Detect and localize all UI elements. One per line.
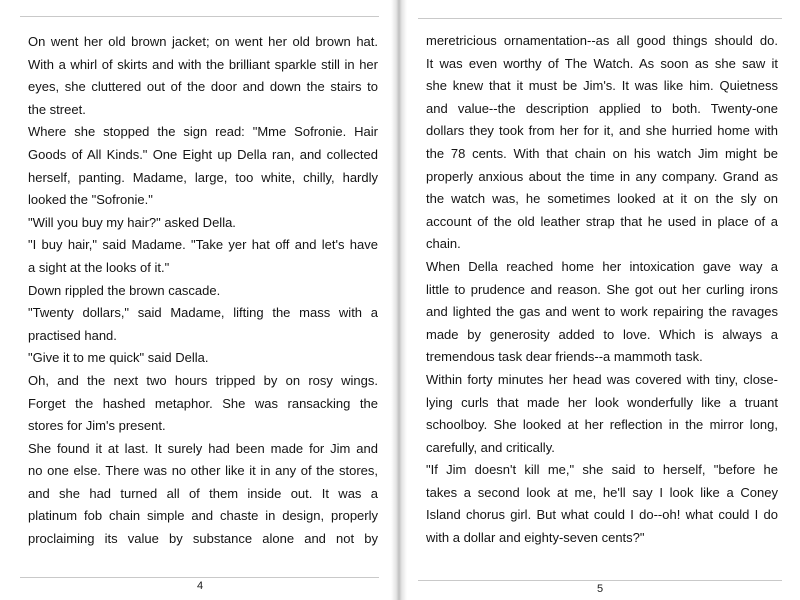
text-line: schoolboy. She looked at her reflection in the mirror long, bbox=[426, 417, 778, 433]
text-line: chain. bbox=[426, 236, 461, 252]
text-line: She found it at last. It surely had been made for Jim and bbox=[28, 440, 378, 456]
text-line: meretricious ornamentation--as all good things should do. bbox=[426, 33, 778, 48]
text-line: dollars they took from her for it, and she hurried home with bbox=[426, 123, 778, 139]
text-line: and lighted the gas and went to work repairing the ravages bbox=[426, 304, 778, 320]
page-top-rule bbox=[418, 18, 782, 19]
text-line: little to prudence and reason. She got out her curling irons bbox=[426, 281, 778, 297]
text-line: stores for Jim's present. bbox=[28, 418, 166, 434]
text-line: and value--the description applied to both. Twenty-one bbox=[426, 100, 778, 116]
page-number: 5 bbox=[596, 583, 604, 595]
text-line: carefully, and critically. bbox=[426, 439, 555, 455]
page-number: 4 bbox=[196, 580, 204, 592]
text-line: herself, panting. Madame, large, too white, chilly, hardly bbox=[28, 169, 378, 185]
text-line: she knew that it must be Jim's. It was like him. Quietness bbox=[426, 78, 778, 94]
text-line: eyes, she cluttered out of the door and down the stairs to bbox=[28, 79, 378, 95]
text-line: Down rippled the brown cascade. bbox=[28, 282, 221, 298]
text-line: tremendous task dear friends--a mammoth task. bbox=[426, 349, 703, 365]
text-line: Forget the hashed metaphor. She was ransacking the bbox=[28, 395, 378, 411]
text-line: looked the "Sofronie." bbox=[28, 192, 153, 208]
page-text-column bbox=[426, 30, 778, 550]
text-line: On went her old brown jacket; on went her old brown hat. bbox=[28, 34, 378, 49]
text-line: "I buy hair," said Madame. "Take yer hat off and let's have bbox=[28, 237, 378, 253]
text-line: proclaiming its value by substance alone and not by bbox=[28, 531, 378, 547]
text-line: Goods of All Kinds." One Eight up Della ran, and collected bbox=[28, 146, 378, 162]
text-line: the street. bbox=[28, 101, 86, 117]
page-top-rule bbox=[20, 16, 379, 17]
text-line: and she had turned all of them inside out. It was a bbox=[28, 485, 378, 501]
text-line: the watch was, he sometimes looked at it on the sly on bbox=[426, 191, 778, 207]
text-line: practised hand. bbox=[28, 327, 117, 343]
text-line: Where she stopped the sign read: "Mme Sofronie. Hair bbox=[28, 124, 378, 140]
page-bottom-rule bbox=[20, 577, 379, 578]
text-line: "If Jim doesn't kill me," she said to herself, "before he bbox=[426, 462, 778, 478]
text-line: Island chorus girl. But what could I do--oh! what could I do bbox=[426, 507, 778, 523]
text-line: With a whirl of skirts and with the brilliant sparkle still in her bbox=[28, 56, 378, 72]
text-line: with a dollar and eighty-seven cents?" bbox=[426, 530, 645, 546]
text-line: "Give it to me quick" said Della. bbox=[28, 350, 209, 366]
text-line: made by generosity added to love. Which is always a bbox=[426, 326, 778, 342]
text-line: a sight at the looks of it." bbox=[28, 259, 170, 275]
text-line: Oh, and the next two hours tripped by on rosy wings. bbox=[28, 372, 378, 388]
page-text-column bbox=[28, 31, 378, 551]
page-right[interactable] bbox=[400, 0, 800, 600]
text-line: When Della reached home her intoxication gave way a bbox=[426, 258, 778, 274]
text-line: properly anxious about the time in any company. Grand as bbox=[426, 168, 778, 184]
text-line: "Twenty dollars," said Madame, lifting the mass with a bbox=[28, 305, 378, 321]
text-line: no one else. There was no other like it in any of the stores, bbox=[28, 463, 378, 479]
text-line: lying curls that made her look wonderfully like a truant bbox=[426, 394, 778, 410]
text-line: account of the old leather strap that he used in place of a bbox=[426, 213, 778, 229]
text-line: "Will you buy my hair?" asked Della. bbox=[28, 214, 236, 230]
text-line: It was even worthy of The Watch. As soon as she saw it bbox=[426, 55, 778, 71]
page-bottom-rule bbox=[418, 580, 782, 581]
text-line: platinum fob chain simple and chaste in design, properly bbox=[28, 508, 378, 524]
text-line: takes a second look at me, he'll say I look like a Coney bbox=[426, 484, 778, 500]
text-line: Within forty minutes her head was covered with tiny, close- bbox=[426, 371, 778, 387]
text-line: the 78 cents. With that chain on his watch Jim might be bbox=[426, 145, 778, 161]
